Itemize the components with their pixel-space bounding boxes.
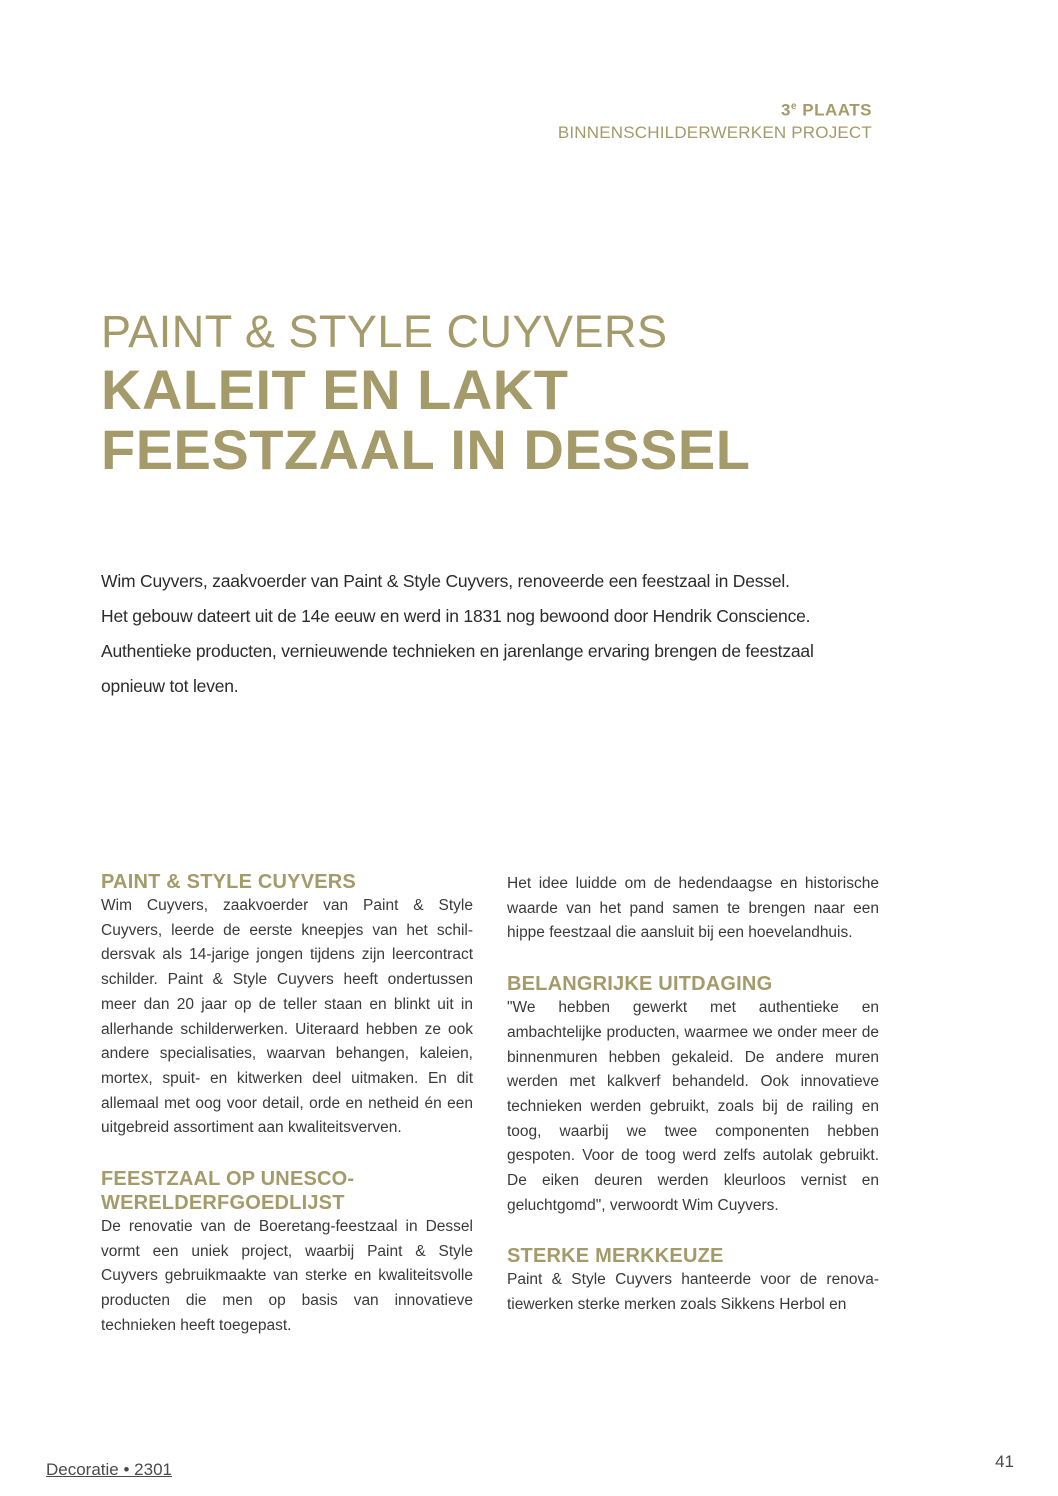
article-headline (101, 304, 901, 480)
award-place (558, 96, 872, 122)
place-word: PLAATS (802, 100, 872, 120)
headline-line-1: KALEIT EN LAKT (101, 358, 569, 421)
left-column (101, 870, 473, 1339)
section-body-merkkeuze: Paint & Style Cuyvers hanteerde voor de renovatiewerken sterke merken zoals Sikkens Herbol en (507, 1271, 879, 1314)
section-heading-paint-style: PAINT & STYLE CUYVERS (101, 871, 356, 893)
award-label (558, 96, 872, 144)
headline-line-2: FEESTZAAL IN DESSEL (101, 418, 751, 481)
section-heading-uitdaging: BELANGRIJKE UITDAGING (507, 973, 773, 996)
section-body-uitdaging: "We hebben gewerkt met authentieke en ambachtelijke producten, waarmee we onder meer de binnenmuren hebben gekaleid. De andere muren werden met kalkverf behandeld. Ook innovatieve technieken werden gebruikt, zoals bij de railing en toog, waarbij we twee componenten hebben gespoten. Voor de toog werd zelfs autolak gebruikt. De eiken deuren werden kleurloos vernist en geluchtgomd", verwoordt Wim Cuyvers. (507, 999, 879, 1214)
award-category: BINNENSCHILDERWERKEN PROJECT (557, 122, 872, 142)
publication-link[interactable]: Decoratie • 2301 (46, 1460, 172, 1479)
headline-brand: PAINT & STYLE CUYVERS (101, 306, 668, 357)
place-number: 3 (780, 100, 791, 120)
right-column (507, 872, 879, 1318)
intro-paragraph: Wim Cuyvers, zaakvoerder van Paint & Style Cuyvers, renoveerde een feestzaal in Dessel. Het gebouw dateert uit de 14e eeuw en werd in 1831 nog bewoond door Hendrik Conscience. Authentieke producten, vernieuwende technieken en jarenlange ervaring brengen de feestzaal opnieuw tot leven. (101, 571, 814, 696)
section-heading-merkkeuze: STERKE MERKKEUZE (507, 1245, 724, 1268)
section-body-paint-style: Wim Cuyvers, zaakvoerder van Paint & Style Cuyvers, leerde de eerste kneepjes van het schildersvak als 14-jarige jongen tijdens zijn leercontract schilder. Paint & Style Cuyvers heeft ondertussen meer dan 20 jaar op de teller staan en blinkt uit in allerhande schilderwerken. Uiteraard hebben ze ook andere specialisaties, waarvan behangen, kaleien, mortex, spuit- en kitwerken deel uitmaken. En dit allemaal met oog voor detail, orde en netheid én een uitgebreid assortiment aan kwaliteitsverven. (101, 897, 473, 1137)
place-suffix: e (790, 101, 798, 112)
section-body-unesco: De renovatie van de Boeretang-feestzaal in Dessel vormt een uniek project, waarbij Paint & Style Cuyvers gebruikmaakte van sterke en kwaliteitsvolle producten die men op basis van innovatieve technieken heeft toegepast. (101, 1218, 473, 1334)
section-heading-unesco: FEESTZAAL OP UNESCO-WERELDERFGOEDLIJST (101, 1168, 355, 1215)
page-number: 41 (995, 1452, 1014, 1471)
continuation-paragraph: Het idee luidde om de hedendaagse en historische waarde van het pand samen te brengen naar een hippe feestzaal die aansluit bij een hoevelandhuis. (507, 875, 879, 942)
